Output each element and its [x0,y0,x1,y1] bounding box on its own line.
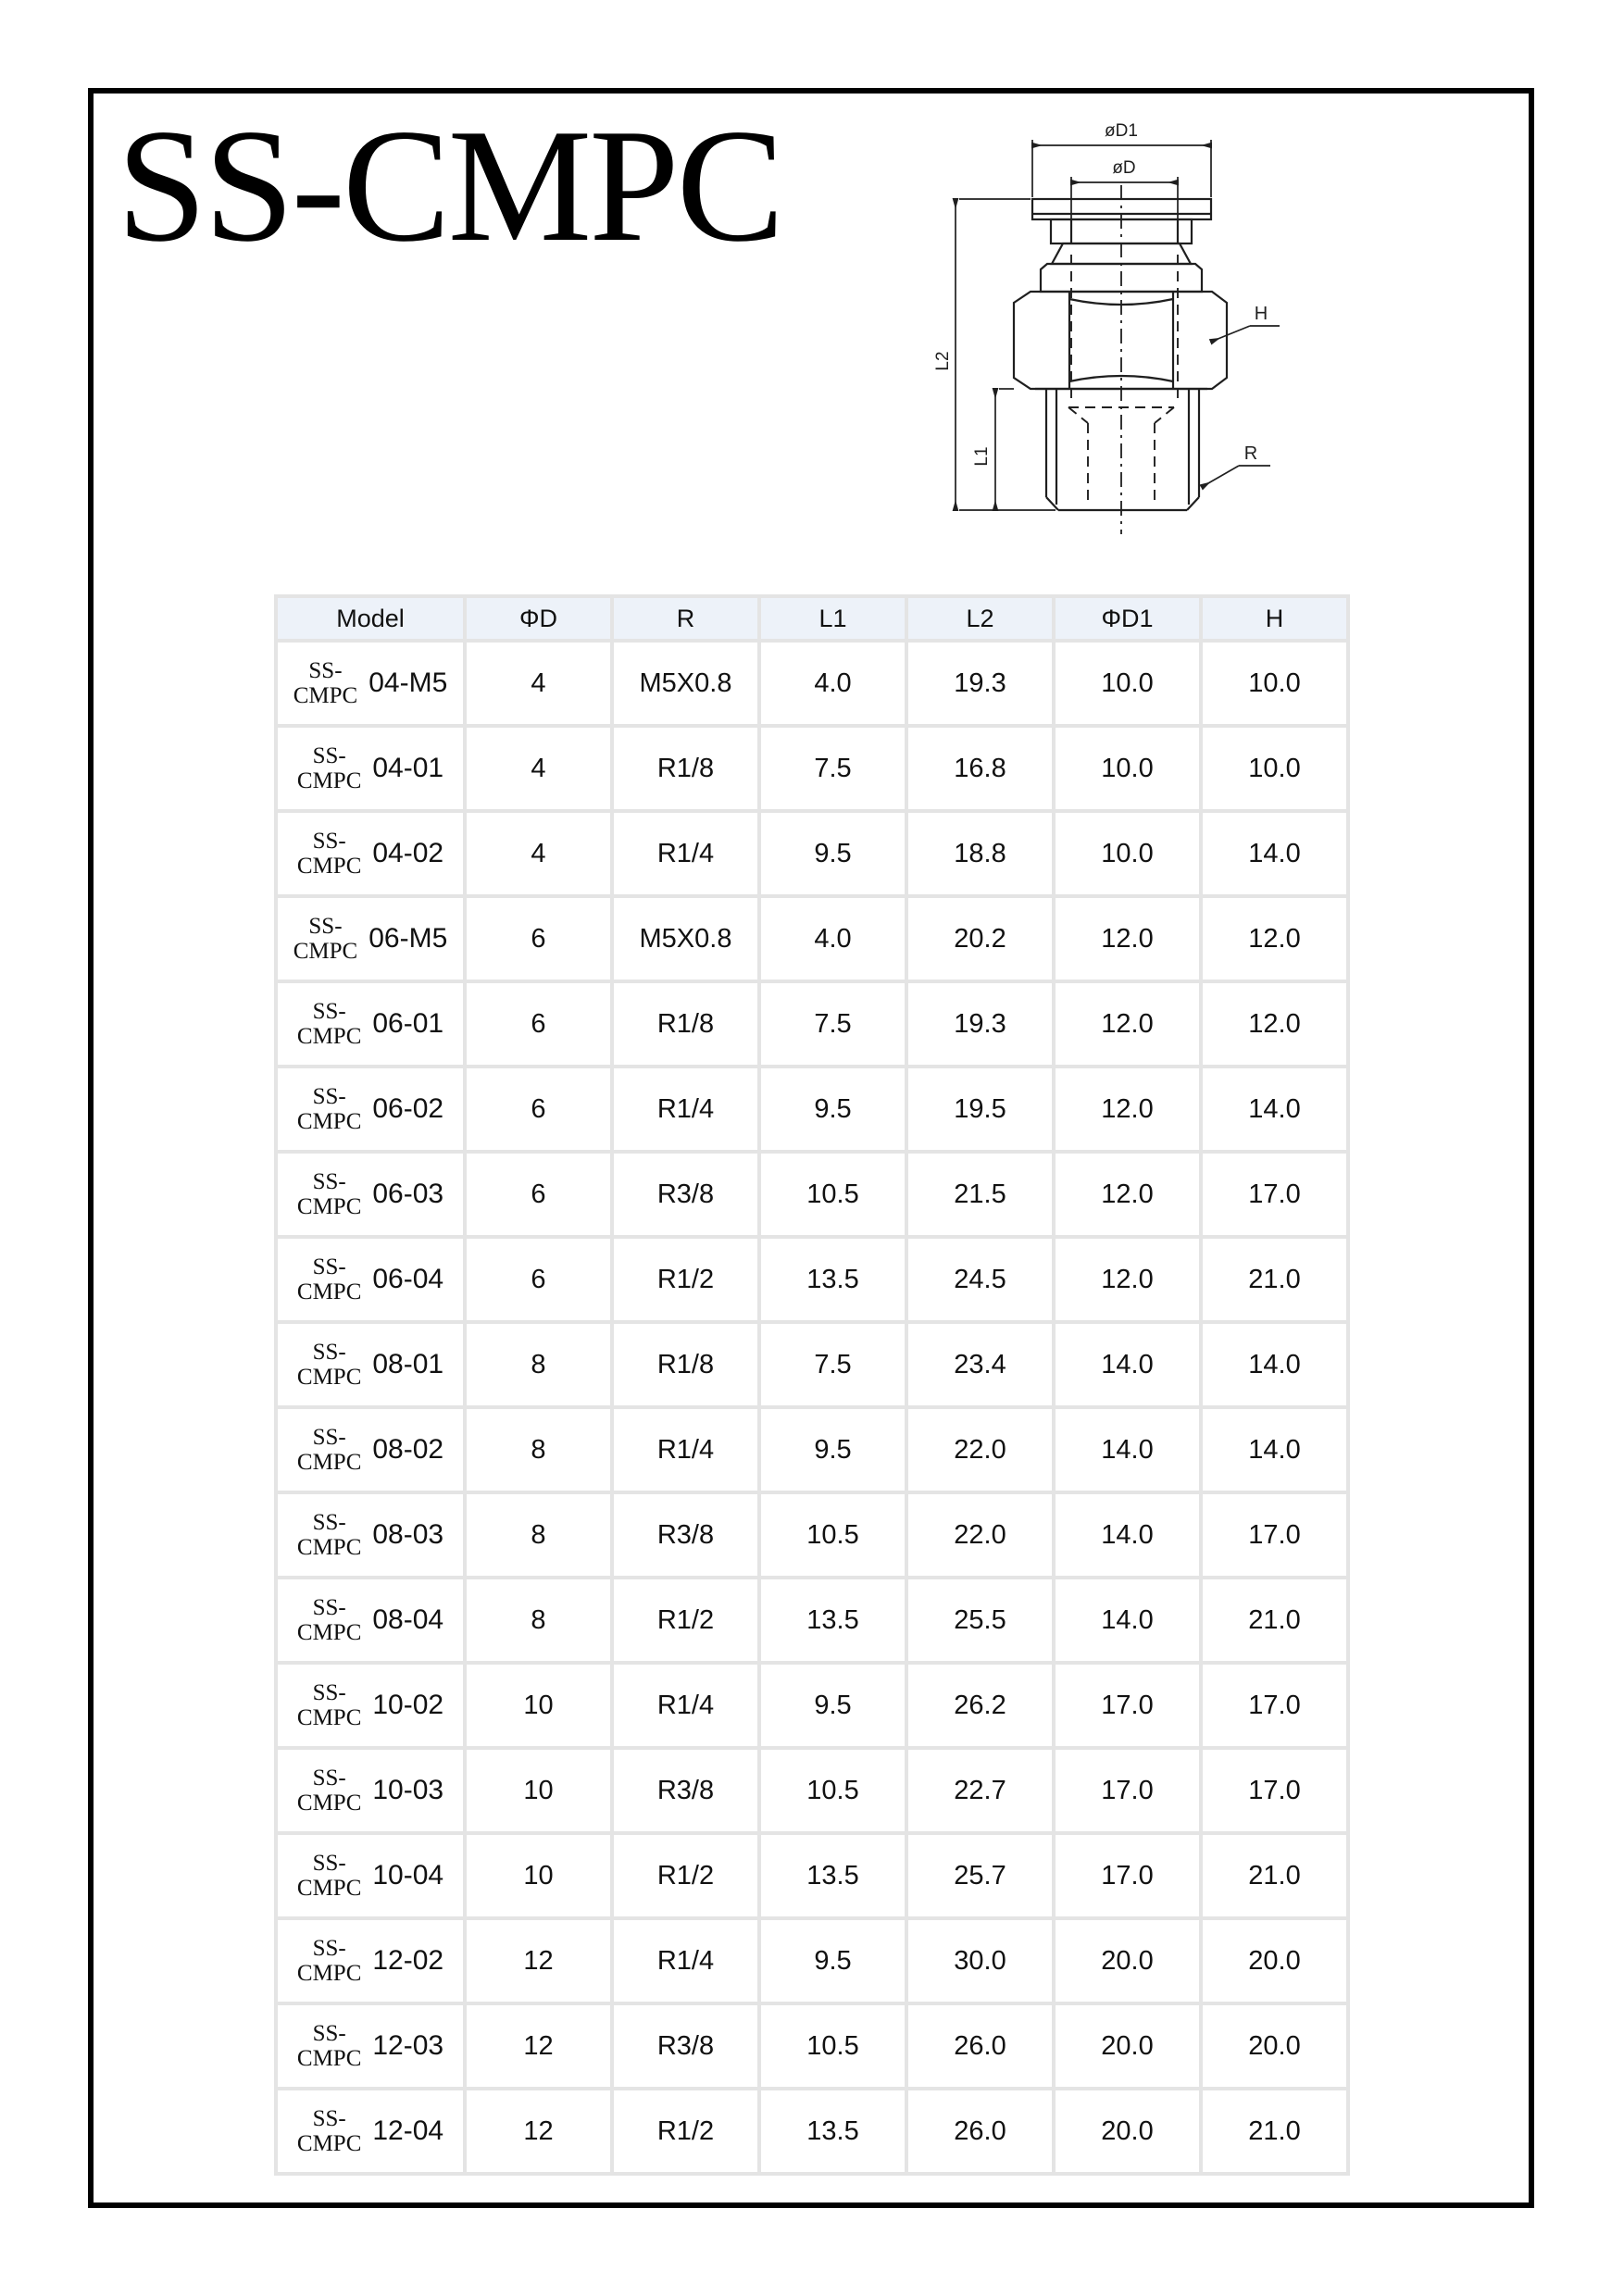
model-code: 12-04 [372,2115,444,2146]
cell-r: R1/4 [614,1409,757,1491]
column-header-d1: ΦD1 [1056,598,1199,639]
model-cell [278,1494,463,1576]
cell-h: 21.0 [1203,1835,1346,1916]
cell-d1: 14.0 [1056,1409,1199,1491]
dim-label-inner-diameter: øD [1112,158,1136,178]
model-code: 06-01 [372,1008,444,1039]
model-cell [278,728,463,809]
table-row [278,728,1346,809]
cell-h: 21.0 [1203,1579,1346,1661]
cell-d1: 17.0 [1056,1835,1199,1916]
model-series-label: SS- CMPC [296,829,362,879]
cell-l1: 9.5 [761,1409,905,1491]
cell-d: 10 [467,1665,610,1746]
cell-d: 4 [467,728,610,809]
table-row [278,1409,1346,1491]
cell-l2: 22.0 [908,1409,1052,1491]
cell-h: 17.0 [1203,1154,1346,1235]
cell-h: 20.0 [1203,1920,1346,2002]
cell-l2: 25.5 [908,1579,1052,1661]
model-series-label: SS- CMPC [296,1254,362,1304]
cell-d: 12 [467,1920,610,2002]
model-cell [278,643,463,724]
cell-d1: 14.0 [1056,1494,1199,1576]
cell-d1: 10.0 [1056,813,1199,894]
model-cell [278,1239,463,1320]
table-row [278,813,1346,894]
model-code: 10-03 [372,1775,444,1805]
cell-h: 17.0 [1203,1665,1346,1746]
model-cell [278,2005,463,2087]
cell-r: R1/8 [614,728,757,809]
table-row [278,643,1346,724]
model-code: 12-03 [372,2030,444,2061]
cell-l2: 26.0 [908,2090,1052,2172]
cell-h: 14.0 [1203,813,1346,894]
model-series-label: SS- CMPC [296,1340,362,1390]
cell-d1: 20.0 [1056,2090,1199,2172]
cell-l1: 9.5 [761,813,905,894]
model-code: 08-02 [372,1434,444,1465]
cell-d: 4 [467,643,610,724]
cell-h: 12.0 [1203,898,1346,980]
cell-h: 17.0 [1203,1494,1346,1576]
cell-l1: 9.5 [761,1068,905,1150]
cell-h: 14.0 [1203,1068,1346,1150]
column-header-l1: L1 [761,598,905,639]
cell-r: R1/2 [614,1579,757,1661]
model-cell [278,1068,463,1150]
dim-length-thread [995,389,1014,510]
cell-l2: 25.7 [908,1835,1052,1916]
cell-d: 10 [467,1835,610,1916]
cell-d: 12 [467,2005,610,2087]
dim-label-length-total: L2 [933,351,953,371]
cell-d: 6 [467,1239,610,1320]
model-code: 04-M5 [369,668,448,698]
cell-r: R3/8 [614,2005,757,2087]
model-code: 06-04 [372,1264,444,1294]
model-code: 04-01 [372,753,444,783]
table-row [278,1239,1346,1320]
model-cell [278,898,463,980]
cell-l2: 19.3 [908,643,1052,724]
table-row [278,2005,1346,2087]
cell-r: R1/4 [614,1920,757,2002]
leader-thread [1202,466,1270,487]
model-series-label: SS- CMPC [296,1510,362,1560]
cell-l1: 13.5 [761,1835,905,1916]
cell-d1: 10.0 [1056,643,1199,724]
table-row [278,983,1346,1065]
model-code: 08-01 [372,1349,444,1379]
cell-d1: 20.0 [1056,1920,1199,2002]
cell-r: R3/8 [614,1750,757,1831]
cell-l1: 9.5 [761,1920,905,2002]
model-cell [278,1409,463,1491]
cell-l2: 30.0 [908,1920,1052,2002]
cell-l1: 10.5 [761,1750,905,1831]
cell-l1: 4.0 [761,898,905,980]
table-row [278,1154,1346,1235]
cell-d1: 12.0 [1056,983,1199,1065]
spec-table-header-row [278,598,1346,639]
cell-h: 21.0 [1203,2090,1346,2172]
cell-d1: 17.0 [1056,1750,1199,1831]
cell-d: 8 [467,1324,610,1405]
table-row [278,1494,1346,1576]
cell-r: R3/8 [614,1494,757,1576]
cell-r: R1/2 [614,2090,757,2172]
model-series-label: SS- CMPC [296,743,362,793]
column-header-r: R [614,598,757,639]
model-series-label: SS- CMPC [296,1766,362,1816]
model-series-label: SS- CMPC [296,1425,362,1475]
model-cell [278,1154,463,1235]
cell-d: 4 [467,813,610,894]
cell-l1: 13.5 [761,1239,905,1320]
table-row [278,898,1346,980]
model-code: 12-02 [372,1945,444,1976]
cell-d: 6 [467,1154,610,1235]
leader-hex [1211,326,1280,342]
dim-label-hex: H [1254,304,1268,324]
model-cell [278,1665,463,1746]
spec-table [274,594,1350,2176]
spec-table-body [278,643,1346,2172]
model-series-label: SS- CMPC [296,2021,362,2071]
column-header-l2: L2 [908,598,1052,639]
cell-h: 12.0 [1203,983,1346,1065]
cell-r: M5X0.8 [614,898,757,980]
cell-l1: 7.5 [761,983,905,1065]
fitting-outline [1014,199,1227,510]
model-series-label: SS- CMPC [296,1595,362,1645]
model-code: 04-02 [372,838,444,868]
model-cell [278,1324,463,1405]
cell-l2: 22.0 [908,1494,1052,1576]
table-row [278,1068,1346,1150]
cell-r: R1/8 [614,983,757,1065]
cell-d1: 12.0 [1056,1154,1199,1235]
model-series-label: SS- CMPC [296,1169,362,1219]
cell-l2: 16.8 [908,728,1052,809]
model-code: 10-04 [372,1860,444,1890]
cell-h: 10.0 [1203,728,1346,809]
cell-l1: 10.5 [761,1154,905,1235]
cell-h: 20.0 [1203,2005,1346,2087]
dim-label-outer-diameter: øD1 [1105,121,1138,141]
cell-l2: 20.2 [908,898,1052,980]
model-cell [278,1835,463,1916]
model-code: 08-03 [372,1519,444,1550]
cell-d1: 17.0 [1056,1665,1199,1746]
cell-r: R1/4 [614,1665,757,1746]
cell-d: 8 [467,1409,610,1491]
model-series-label: SS- CMPC [296,1084,362,1134]
cell-d: 12 [467,2090,610,2172]
cell-d: 6 [467,1068,610,1150]
cell-l1: 9.5 [761,1665,905,1746]
model-code: 06-02 [372,1093,444,1124]
model-cell [278,983,463,1065]
cell-d1: 14.0 [1056,1324,1199,1405]
product-diagram [926,97,1333,560]
cell-d1: 12.0 [1056,898,1199,980]
cell-l2: 19.3 [908,983,1052,1065]
model-cell [278,1920,463,2002]
model-cell [278,2090,463,2172]
model-series-label: SS- CMPC [296,1680,362,1730]
model-series-label: SS- CMPC [296,999,362,1049]
cell-r: R1/4 [614,1068,757,1150]
page-title: SS-CMPC [117,95,782,275]
column-header-model: Model [278,598,463,639]
model-code: 08-04 [372,1604,444,1635]
cell-d1: 10.0 [1056,728,1199,809]
model-code: 10-02 [372,1690,444,1720]
cell-d: 6 [467,898,610,980]
cell-d1: 14.0 [1056,1579,1199,1661]
cell-r: R3/8 [614,1154,757,1235]
model-series-label: SS- CMPC [293,914,358,964]
cell-l2: 18.8 [908,813,1052,894]
cell-h: 14.0 [1203,1409,1346,1491]
cell-l1: 7.5 [761,728,905,809]
cell-l2: 24.5 [908,1239,1052,1320]
model-code: 06-M5 [369,923,448,954]
cell-d1: 12.0 [1056,1239,1199,1320]
cell-l2: 22.7 [908,1750,1052,1831]
cell-h: 17.0 [1203,1750,1346,1831]
cell-r: M5X0.8 [614,643,757,724]
model-series-label: SS- CMPC [296,1851,362,1901]
table-row [278,2090,1346,2172]
table-row [278,1835,1346,1916]
cell-l2: 21.5 [908,1154,1052,1235]
column-header-h: H [1203,598,1346,639]
cell-l2: 19.5 [908,1068,1052,1150]
table-row [278,1579,1346,1661]
cell-r: R1/2 [614,1835,757,1916]
cell-d: 8 [467,1494,610,1576]
model-code: 06-03 [372,1179,444,1209]
table-row [278,1920,1346,2002]
cell-l1: 13.5 [761,2090,905,2172]
cell-r: R1/2 [614,1239,757,1320]
model-cell [278,1579,463,1661]
cell-l2: 26.0 [908,2005,1052,2087]
cell-r: R1/4 [614,813,757,894]
dim-label-length-thread: L1 [972,446,992,467]
model-series-label: SS- CMPC [293,658,358,708]
dim-length-total [956,199,1056,510]
column-header-d: ΦD [467,598,610,639]
model-cell [278,1750,463,1831]
cell-d: 10 [467,1750,610,1831]
cell-d: 6 [467,983,610,1065]
cell-r: R1/8 [614,1324,757,1405]
cell-l2: 23.4 [908,1324,1052,1405]
cell-h: 14.0 [1203,1324,1346,1405]
cell-l1: 7.5 [761,1324,905,1405]
cell-l1: 4.0 [761,643,905,724]
cell-l1: 13.5 [761,1579,905,1661]
model-cell [278,813,463,894]
cell-l1: 10.5 [761,2005,905,2087]
table-row [278,1750,1346,1831]
dim-label-thread: R [1243,443,1258,464]
cell-l2: 26.2 [908,1665,1052,1746]
cell-d1: 12.0 [1056,1068,1199,1150]
cell-h: 21.0 [1203,1239,1346,1320]
cell-d1: 20.0 [1056,2005,1199,2087]
model-series-label: SS- CMPC [296,2106,362,2156]
cell-h: 10.0 [1203,643,1346,724]
cell-l1: 10.5 [761,1494,905,1576]
model-series-label: SS- CMPC [296,1936,362,1986]
table-row [278,1324,1346,1405]
table-row [278,1665,1346,1746]
cell-d: 8 [467,1579,610,1661]
